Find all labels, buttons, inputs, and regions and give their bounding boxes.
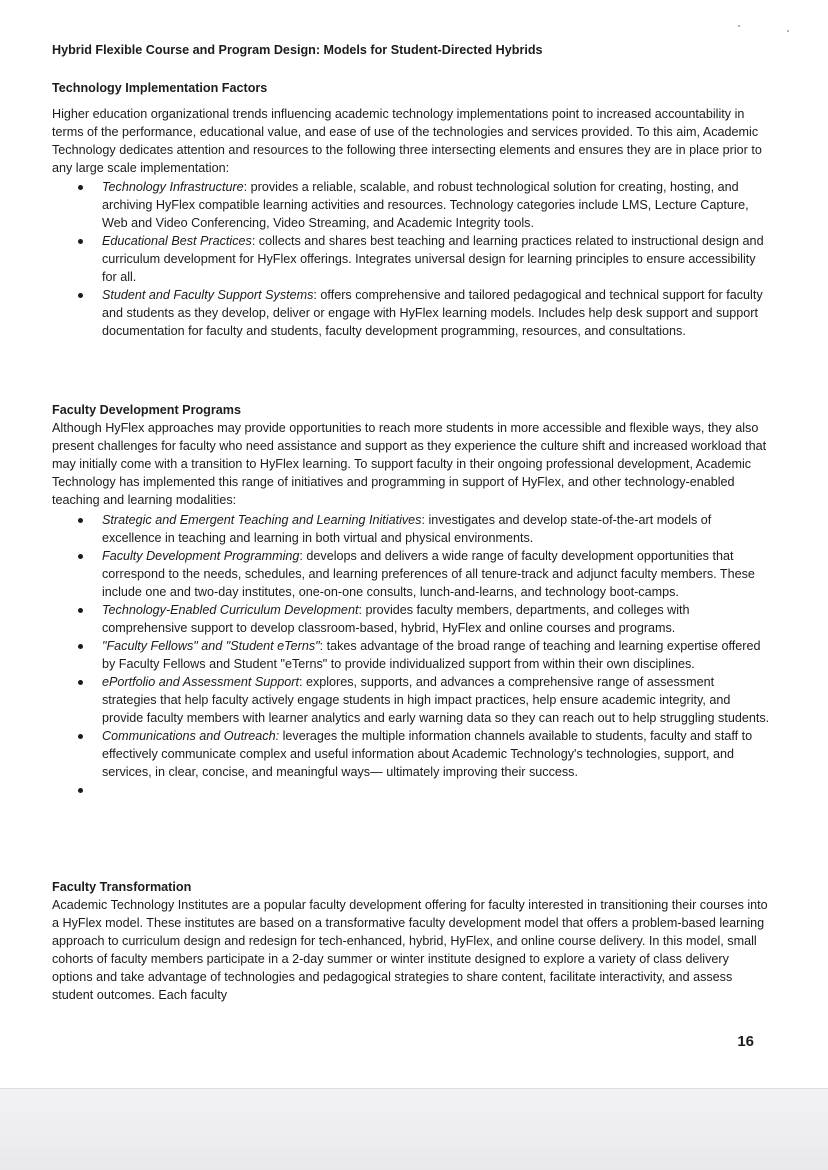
list-item (52, 547, 770, 601)
document-title: Hybrid Flexible Course and Program Design: Models for Student-Directed Hybrids (52, 43, 543, 57)
bullet-icon (78, 185, 83, 190)
scan-speck (738, 25, 740, 27)
section-heading-faculty-development: Faculty Development Programs (52, 403, 241, 417)
list-item (52, 511, 770, 547)
list-item (52, 673, 770, 727)
item-term: Educational Best Practices (102, 234, 252, 248)
item-term: Faculty Development Programming (102, 549, 300, 563)
bullet-icon (78, 608, 83, 613)
bullet-icon (78, 293, 83, 298)
scan-bottom-shading (0, 1088, 828, 1170)
item-text: : collects and shares best teaching and learning practices related to instructional design and curriculum development for HyFlex offerings. Integrates universal design for learning principles to ensure accessibility for all. (102, 234, 764, 284)
item-text: : provides faculty members, departments, and colleges with comprehensive support to develop classroom-based, hybrid, HyFlex and online courses and programs. (102, 603, 690, 635)
item-term: Communications and Outreach: (102, 729, 280, 743)
item-text: : offers comprehensive and tailored pedagogical and technical support for faculty and students as they develop, deliver or engage with HyFlex learning models. Includes help desk support and support documentation for faculty and students, faculty development programming, resources, and consultations. (102, 288, 763, 338)
list-item (52, 637, 770, 673)
paragraph-faculty-development-intro: Although HyFlex approaches may provide opportunities to reach more students in more accessible and flexible ways, they also present challenges for faculty who need assistance and support as they experience the culture shift and increased workload that may initially come with a transition to HyFlex learning. To support faculty in their ongoing professional development, Academic Technology has implemented this range of initiatives and programming in support of HyFlex, and other technology-enabled teaching and learning modalities: (52, 421, 767, 507)
item-text: leverages the multiple information channels available to students, faculty and staff to effectively communicate complex and useful information about Academic Technology's technologies, support, and services, in clear, concise, and meaningful ways— ultimately improving their success. (102, 729, 753, 779)
bullet-icon (78, 680, 83, 685)
item-text: : investigates and develop state-of-the-art models of excellence in teaching and learning in both virtual and physical environments. (102, 513, 712, 545)
item-text: : develops and delivers a wide range of faculty development opportunities that correspond to the needs, schedules, and learning preferences of all tenure-track and adjunct faculty members. These include one and two-day institutes, one-on-one consults, lunch-and-learns, and technology boot-camps. (102, 549, 755, 599)
bullet-list-faculty-development (52, 511, 770, 799)
paragraph-faculty-transformation: Academic Technology Institutes are a popular faculty development offering for faculty interested in transitioning their courses into a HyFlex model. These institutes are based on a transformative faculty development model that offers a problem-based learning approach to curriculum design and redesign for tech-enhanced, hybrid, HyFlex, and online course delivery. In this model, small cohorts of faculty members participate in a 2-day summer or winter institute designed to explore a variety of class delivery options and take advantage of technologies and pedagogical strategies to share content, facilitate interactivity, and assess student outcomes. Each faculty (52, 898, 768, 1002)
section-heading-faculty-transformation: Faculty Transformation (52, 880, 192, 894)
list-item (52, 178, 770, 232)
list-item (52, 727, 770, 781)
item-term: Strategic and Emergent Teaching and Learning Initiatives (102, 513, 422, 527)
item-term: Technology Infrastructure (102, 180, 244, 194)
item-term: Technology-Enabled Curriculum Development (102, 603, 359, 617)
scan-speck (787, 30, 789, 32)
paragraph-technology-intro: Higher education organizational trends influencing academic technology implementations point to increased accountability in terms of the performance, educational value, and ease of use of the technologies and services provided. To this aim, Academic Technology dedicates attention and resources to the following three intersecting elements and ensures they are in place prior to any large scale implementation: (52, 107, 762, 175)
list-item (52, 232, 770, 286)
bullet-icon (78, 239, 83, 244)
bullet-icon (78, 644, 83, 649)
bullet-icon (78, 788, 83, 793)
bullet-list-technology (52, 178, 770, 340)
item-term: Student and Faculty Support Systems (102, 288, 314, 302)
item-term: "Faculty Fellows" and "Student eTerns" (102, 639, 320, 653)
item-term: ePortfolio and Assessment Support (102, 675, 299, 689)
item-text: : takes advantage of the broad range of teaching and learning expertise offered by Faculty Fellows and Student "eTerns" to provide individualized support from within their own disciplines. (102, 639, 761, 671)
section-heading-technology-implementation: Technology Implementation Factors (52, 81, 268, 95)
bullet-icon (78, 554, 83, 559)
item-text: : explores, supports, and advances a comprehensive range of assessment strategies that help faculty actively engage students in high impact practices, help ensure academic integrity, and provide faculty members with learner analytics and early warning data so they can reach out to help struggling students. (102, 675, 770, 725)
bullet-icon (78, 734, 83, 739)
list-item (52, 601, 770, 637)
list-item-empty (52, 781, 770, 799)
page-number: 16 (737, 1033, 754, 1050)
bullet-icon (78, 518, 83, 523)
list-item (52, 286, 770, 340)
item-text: : provides a reliable, scalable, and robust technological solution for creating, hosting, and archiving HyFlex compatible learning activities and resources. Technology categories include LMS, Lecture Capture, Web and Video Conferencing, Video Streaming, and Academic Integrity tools. (102, 180, 749, 230)
